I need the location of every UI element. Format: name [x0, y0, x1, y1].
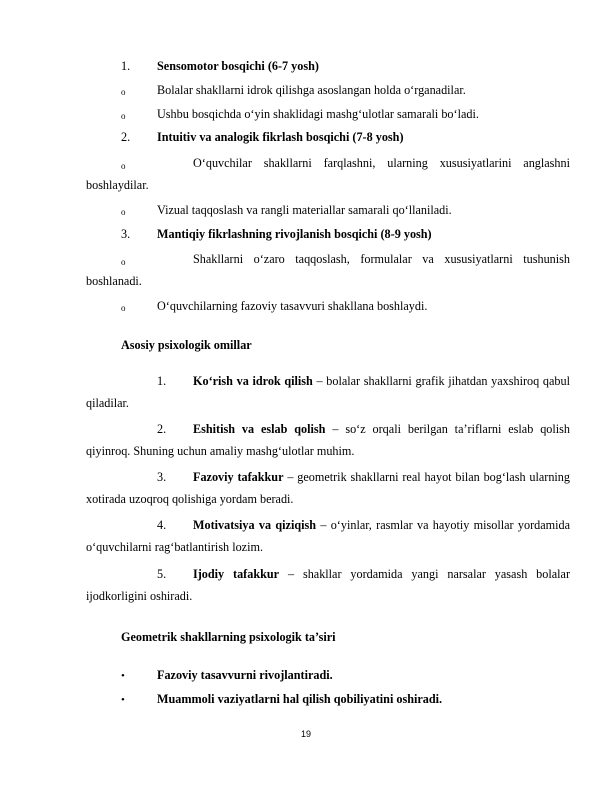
- significance-item: Fazoviy tasavvurni rivojlantiradi.: [157, 668, 333, 682]
- stage-number: 2.: [121, 130, 131, 144]
- factor-item: 1. Ko‘rish va idrok qilish – bolalar shakllarni grafik jihatdan yaxshiroq qabul qiladilar.: [86, 374, 570, 410]
- stage-number: 1.: [121, 59, 131, 73]
- bullet-circle: o: [121, 161, 126, 171]
- stage-title: Sensomotor bosqichi (6-7 yosh): [157, 59, 319, 73]
- bullet-circle: o: [121, 257, 126, 267]
- stage-number: 3.: [121, 227, 131, 241]
- section-heading: Geometrik shakllarning psixologik ta’siri: [121, 630, 336, 644]
- factor-item: 5. Ijodiy tafakkur – shakllar yordamida yangi narsalar yasash bolalar ijodkorligini oshiradi.: [86, 567, 571, 603]
- stage-item: O‘quvchilarning fazoviy tasavvuri shakllana boshlaydi.: [157, 299, 428, 313]
- stage-item: O‘quvchilar shakllarni farqlashni, ularning xususiyatlarini anglashni boshlaydilar.: [86, 156, 570, 192]
- bullet-circle: o: [121, 111, 126, 121]
- bullet-dot: •: [121, 670, 125, 682]
- section-heading: Asosiy psixologik omillar: [121, 338, 252, 352]
- bullet-circle: o: [121, 87, 126, 97]
- significance-item: Muammoli vaziyatlarni hal qilish qobiliyatini oshiradi.: [157, 692, 443, 706]
- factor-item: 3. Fazoviy tafakkur – geometrik shakllarni real hayot bilan bog‘lash ularning xotirada uzoqroq qolishiga yordam beradi.: [86, 470, 570, 506]
- stage-title: Intuitiv va analogik fikrlash bosqichi (7-8 yosh): [157, 130, 404, 144]
- bullet-dot: •: [121, 694, 125, 706]
- page-number: 19: [300, 729, 311, 739]
- stage-item: Vizual taqqoslash va rangli materiallar samarali qo‘llaniladi.: [157, 203, 452, 217]
- stage-title: Mantiqiy fikrlashning rivojlanish bosqichi (8-9 yosh): [157, 227, 432, 241]
- bullet-circle: o: [121, 303, 126, 313]
- stage-item: Shakllarni o‘zaro taqqoslash, formulalar va xususiyatlarni tushunish boshlanadi.: [86, 252, 570, 288]
- factor-item: 2. Eshitish va eslab qolish – so‘z orqali berilgan ta’riflarni eslab qolish qiyinroq. Shuning uchun amaliy mashg‘ulotlar muhim.: [86, 422, 570, 458]
- stage-item: Ushbu bosqichda o‘yin shaklidagi mashg‘ulotlar samarali bo‘ladi.: [157, 107, 479, 121]
- factor-item: 4. Motivatsiya va qiziqish – o‘yinlar, rasmlar va hayotiy misollar yordamida o‘quvchilarni rag‘batlantirish lozim.: [86, 518, 570, 554]
- stage-item: Bolalar shakllarni idrok qilishga asoslangan holda o‘rganadilar.: [157, 83, 466, 97]
- bullet-circle: o: [121, 207, 126, 217]
